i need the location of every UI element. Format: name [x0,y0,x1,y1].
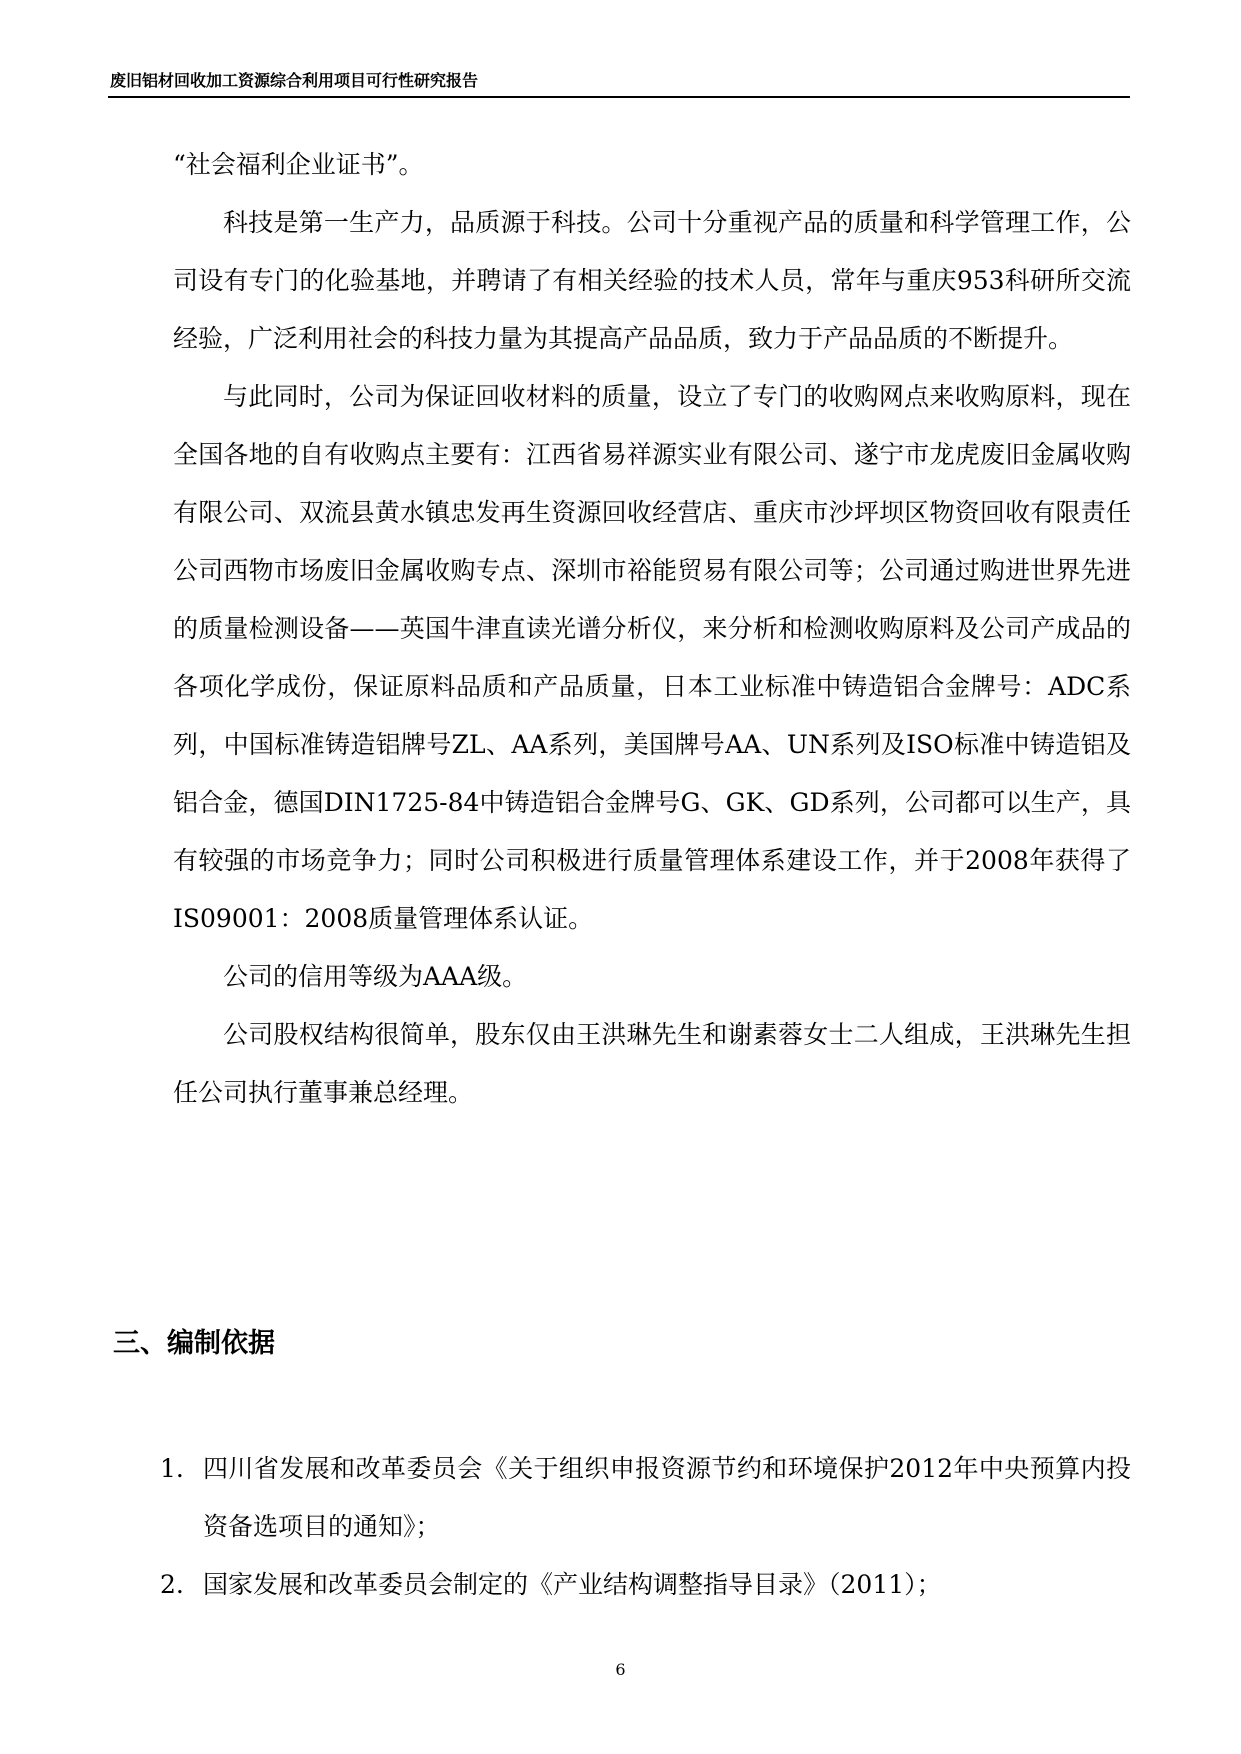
body-text [173,136,1131,1122]
running-header: 废旧铝材回收加工资源综合利用项目可行性研究报告 [110,71,479,90]
basis-list [160,1440,1131,1614]
paragraph-technology: 科技是第一生产力，品质源于科技。公司十分重视产品的质量和科学管理工作，公司设有专门的化验基地，并聘请了有相关经验的技术人员，常年与重庆953科研所交流经验，广泛利用社会的科技力量为其提高产品品质，致力于产品品质的不断提升。 [173,208,1131,353]
paragraph-certificate: “社会福利企业证书”。 [173,150,424,179]
list-item [160,1440,1131,1556]
list-item [160,1556,1131,1614]
list-item-text: 四川省发展和改革委员会《关于组织申报资源节约和环境保护2012年中央预算内投资备选项目的通知》； [203,1454,1131,1541]
paragraph-credit-rating: 公司的信用等级为AAA级。 [223,962,528,991]
paragraph-procurement: 与此同时，公司为保证回收材料的质量，设立了专门的收购网点来收购原料，现在全国各地的自有收购点主要有：江西省易祥源实业有限公司、遂宁市龙虎废旧金属收购有限公司、双流县黄水镇忠发再生资源回收经营店、重庆市沙坪坝区物资回收有限责任公司西物市场废旧金属收购专点、深圳市裕能贸易有限公司等；公司通过购进世界先进的质量检测设备——英国牛津直读光谱分析仪，来分析和检测收购原料及公司产成品的各项化学成份，保证原料品质和产品质量，日本工业标准中铸造铝合金牌号：ADC系列，中国标准铸造铝牌号ZL、AA系列，美国牌号AA、UN系列及ISO标准中铸造铝及铝合金，德国DIN1725-84中铸造铝合金牌号G、GK、GD系列，公司都可以生产，具有较强的市场竞争力；同时公司积极进行质量管理体系建设工作，并于2008年获得了IS09001：2008质量管理体系认证。 [173,382,1131,933]
list-item-text: 国家发展和改革委员会制定的《产业结构调整指导目录》（2011）； [203,1570,942,1599]
page-number: 6 [615,1660,626,1679]
header-rule [108,96,1130,98]
paragraph-ownership: 公司股权结构很简单，股东仅由王洪琳先生和谢素蓉女士二人组成，王洪琳先生担任公司执行董事兼总经理。 [173,1020,1131,1107]
list-item-number: 2. [160,1570,184,1599]
section-heading: 三、编制依据 [113,1328,275,1359]
list-item-number: 1. [160,1454,184,1483]
